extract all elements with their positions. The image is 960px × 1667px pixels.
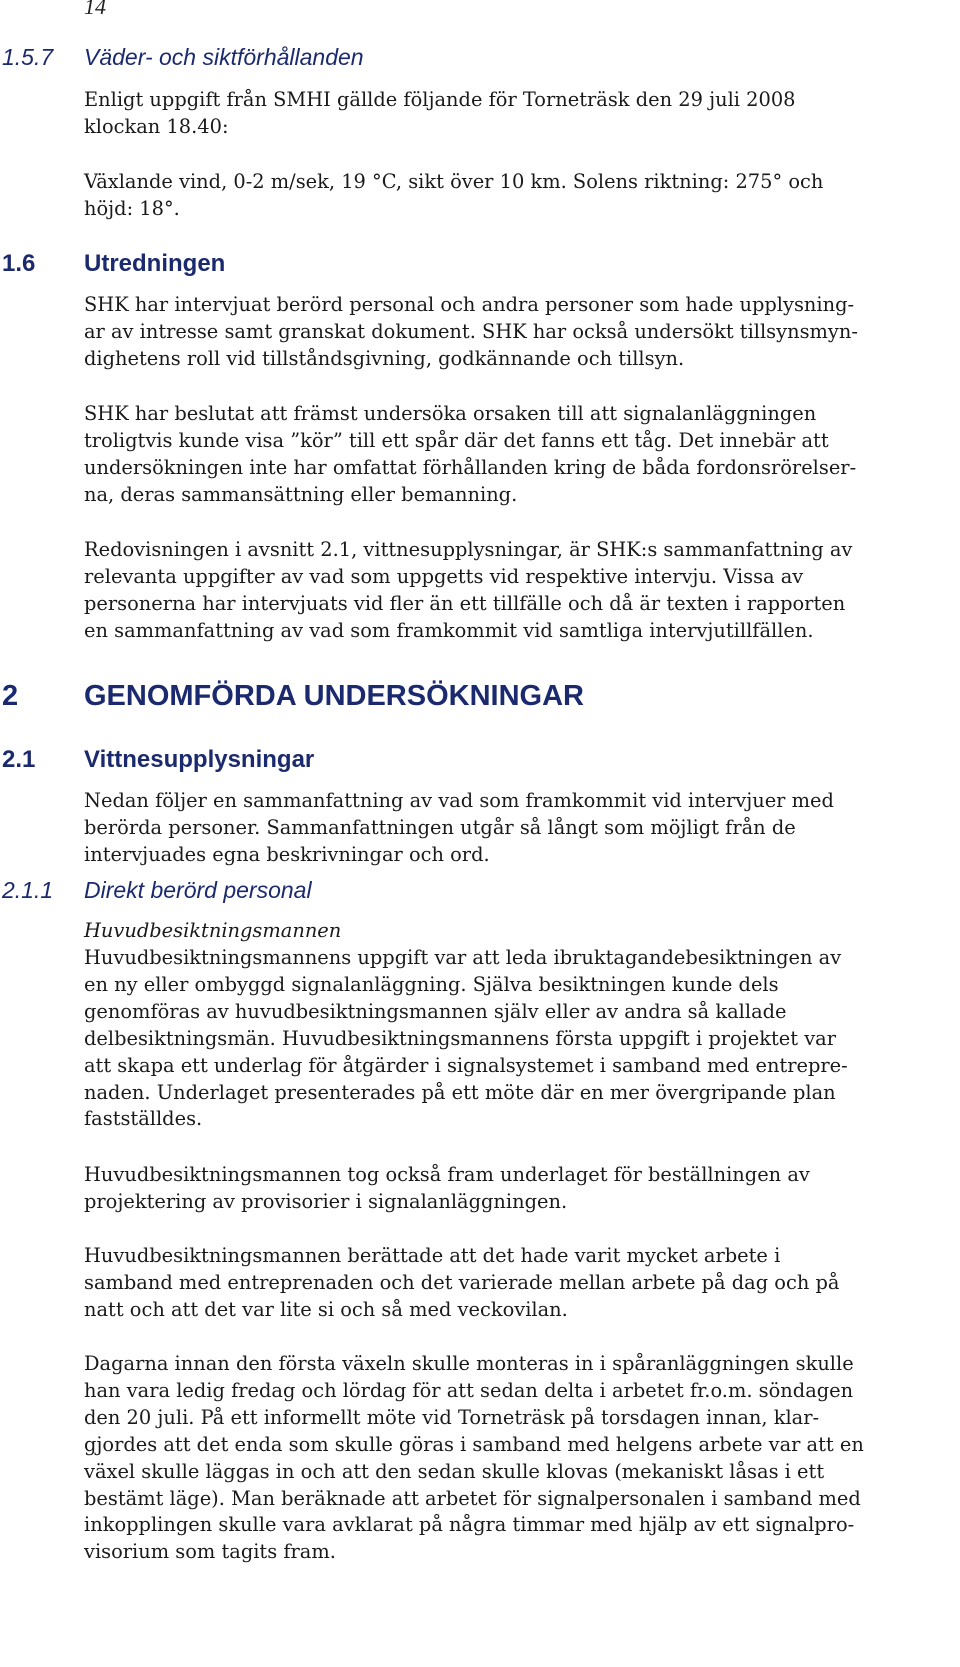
paragraph-weather-source	[84, 87, 940, 141]
text-line: natt och att det var lite si och så med veckovilan.	[84, 1297, 568, 1321]
text-line: delbesiktningsmän. Huvudbesiktningsmannens första uppgift i projektet var	[84, 1026, 836, 1050]
heading-title: Utredningen	[84, 250, 226, 277]
paragraph-report-summary	[84, 537, 940, 645]
text-line: Huvudbesiktningsmannen	[84, 919, 342, 942]
text-line: SHK har beslutat att främst undersöka orsaken till att signalanläggningen	[84, 402, 817, 425]
text-line: växel skulle läggas in och att den sedan skulle klovas (mekaniskt låsas i ett	[84, 1459, 825, 1483]
heading-number: 2	[2, 680, 19, 712]
text-line: en sammanfattning av vad som framkommit vid samtliga intervjutillfällen.	[84, 618, 814, 642]
paragraph-witness-intro	[84, 788, 940, 869]
text-line: fastställdes.	[84, 1107, 203, 1131]
text-line: samband med entreprenaden och det varierade mellan arbete på dag och på	[84, 1270, 840, 1294]
text-line: troligtvis kunde visa ”kör” till ett spår där det fanns ett tåg. Det innebär att	[84, 428, 829, 452]
text-line: Redovisningen i avsnitt 2.1, vittnesupplysningar, är SHK:s sammanfattning av	[84, 538, 853, 561]
text-line: en ny eller ombyggd signalanläggning. Själva besiktningen kunde dels	[84, 972, 779, 996]
text-line: Växlande vind, 0-2 m/sek, 19 °C, sikt över 10 km. Solens riktning: 275° och	[84, 170, 824, 193]
heading-title: GENOMFÖRDA UNDERSÖKNINGAR	[84, 680, 584, 712]
text-line: han vara ledig fredag och lördag för att sedan delta i arbetet fr.o.m. söndagen	[84, 1378, 854, 1402]
text-line: den 20 juli. På ett informellt möte vid Torneträsk på torsdagen innan, klar-	[84, 1405, 820, 1429]
text-line: relevanta uppgifter av vad som uppgetts vid respektive intervju. Vissa av	[84, 564, 804, 588]
text-line: ar av intresse samt granskat dokument. SHK har också undersökt tillsynsmyn-	[84, 319, 858, 343]
heading-title: Vittnesupplysningar	[84, 746, 315, 773]
text-line: Dagarna innan den första växeln skulle monteras in i spåranläggningen skulle	[84, 1352, 854, 1375]
text-line: Huvudbesiktningsmannens uppgift var att leda ibruktagandebesiktningen av	[84, 946, 842, 969]
heading-number: 2.1	[2, 746, 36, 773]
text-line: projektering av provisorier i signalanläggningen.	[84, 1189, 568, 1213]
paragraph-inspector-ordering	[84, 1162, 940, 1216]
paragraph-inspector-schedule	[84, 1351, 940, 1566]
heading-number: 2.1.1	[2, 877, 54, 903]
text-line: naden. Underlaget presenterades på ett möte där en mer övergripande plan	[84, 1080, 836, 1104]
heading-title: Direkt berörd personal	[84, 877, 312, 903]
text-line: Huvudbesiktningsmannen berättade att det hade varit mycket arbete i	[84, 1244, 781, 1267]
text-line: undersökningen inte har omfattat förhållanden kring de båda fordonsrörelser-	[84, 455, 857, 479]
text-line: dighetens roll vid tillståndsgivning, godkännande och tillsyn.	[84, 346, 685, 370]
page-number: 14	[84, 0, 106, 19]
text-line: intervjuades egna beskrivningar och ord.	[84, 842, 490, 866]
text-line: visorium som tagits fram.	[84, 1540, 336, 1564]
text-line: att skapa ett underlag för åtgärder i signalsystemet i samband med entrepre-	[84, 1053, 848, 1077]
text-line: genomföras av huvudbesiktningsmannen själv eller av andra så kallade	[84, 999, 787, 1023]
text-line: personerna har intervjuats vid fler än ett tillfälle och då är texten i rapporten	[84, 591, 846, 615]
subheading-huvudbesiktningsmannen	[84, 918, 940, 945]
text-line: höjd: 18°.	[84, 196, 180, 220]
text-line: berörda personer. Sammanfattningen utgår så långt som möjligt från de	[84, 815, 796, 839]
text-line: inkopplingen skulle vara avklarat på några timmar med hjälp av ett signalpro-	[84, 1513, 855, 1537]
paragraph-investigation-focus	[84, 401, 940, 509]
heading-number: 1.5.7	[2, 44, 54, 70]
paragraph-investigation-scope	[84, 292, 940, 373]
text-line: Nedan följer en sammanfattning av vad som framkommit vid intervjuer med	[84, 789, 834, 812]
text-line: bestämt läge). Man beräknade att arbetet för signalpersonalen i samband med	[84, 1486, 861, 1510]
text-line: Enligt uppgift från SMHI gällde följande för Torneträsk den 29 juli 2008	[84, 88, 796, 111]
heading-title: Väder- och siktförhållanden	[84, 44, 364, 70]
paragraph-inspector-role	[84, 945, 940, 1133]
paragraph-weather-values	[84, 169, 940, 223]
text-line: na, deras sammansättning eller bemanning.	[84, 482, 518, 506]
heading-number: 1.6	[2, 250, 36, 277]
text-line: gjordes att det enda som skulle göras i samband med helgens arbete var att en	[84, 1432, 864, 1456]
paragraph-inspector-workload	[84, 1243, 940, 1324]
text-line: Huvudbesiktningsmannen tog också fram underlaget för beställningen av	[84, 1163, 810, 1186]
text-line: klockan 18.40:	[84, 114, 229, 138]
text-line: SHK har intervjuat berörd personal och andra personer som hade upplysning-	[84, 293, 855, 316]
